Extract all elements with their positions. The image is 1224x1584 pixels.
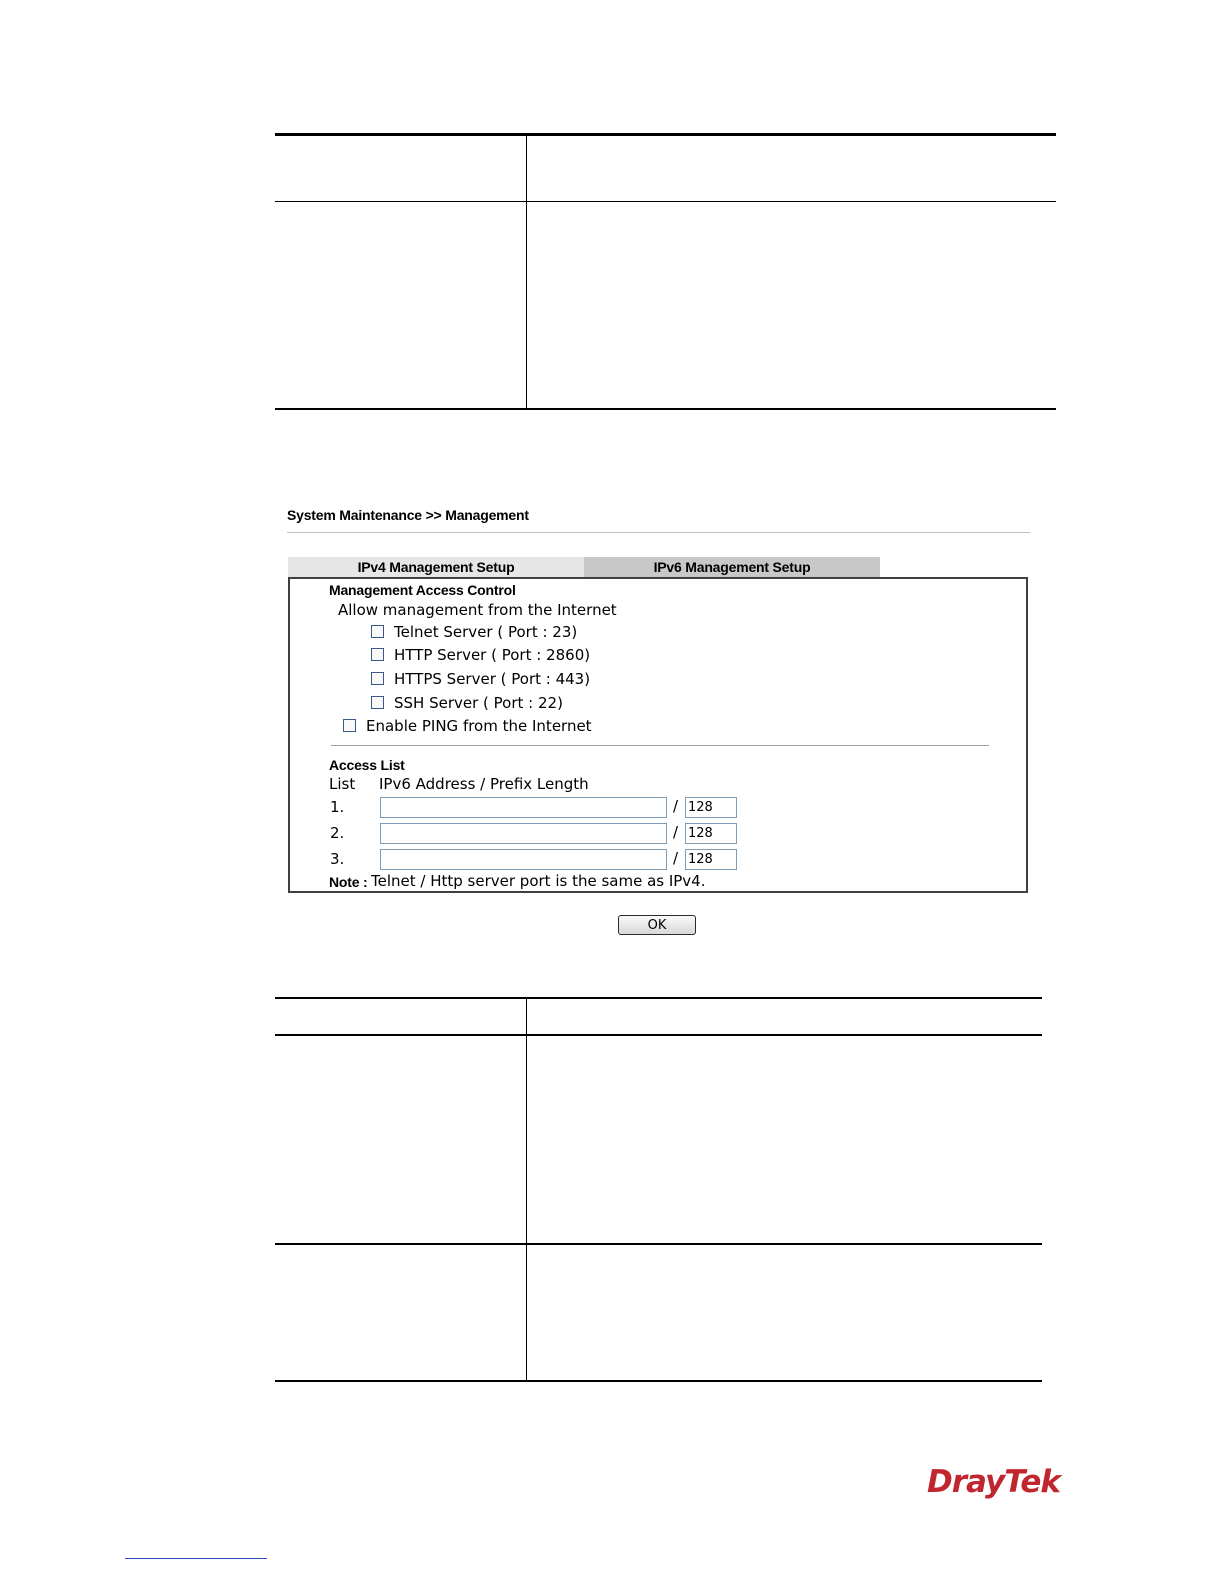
table2-bottom-rule (275, 1380, 1042, 1382)
http-server-checkbox[interactable] (371, 648, 384, 661)
ssh-server-checkbox[interactable] (371, 696, 384, 709)
draytek-logo: DrayTek (927, 1464, 1060, 1500)
prefix-length-input-3[interactable] (685, 849, 737, 870)
note-text: Telnet / Http server port is the same as IPv4. (371, 872, 706, 890)
enable-ping-checkbox[interactable] (343, 719, 356, 732)
table1-top-rule (275, 133, 1056, 136)
ipv6-address-input-1[interactable] (380, 797, 667, 818)
ipv6-address-column-header: IPv6 Address / Prefix Length (379, 775, 589, 793)
access-list-index-1: 1. (330, 798, 345, 816)
ipv6-address-input-3[interactable] (380, 849, 667, 870)
https-server-checkbox[interactable] (371, 672, 384, 685)
page-breadcrumb: System Maintenance >> Management (287, 507, 529, 523)
enable-ping-label: Enable PING from the Internet (366, 717, 592, 735)
allow-management-label: Allow management from the Internet (338, 601, 617, 619)
https-server-label: HTTPS Server ( Port : 443) (394, 670, 591, 688)
management-access-control-heading: Management Access Control (329, 582, 516, 598)
table2-column-divider (526, 999, 527, 1380)
access-list-index-3: 3. (330, 850, 345, 868)
prefix-length-input-1[interactable] (685, 797, 737, 818)
tab-ipv4-management-setup[interactable]: IPv4 Management Setup (288, 557, 584, 577)
access-list-heading: Access List (329, 757, 405, 773)
prefix-length-input-2[interactable] (685, 823, 737, 844)
section-separator (331, 745, 989, 746)
table2-header-divider (275, 1034, 1042, 1036)
footer-link-underline[interactable] (125, 1558, 267, 1559)
telnet-server-checkbox[interactable] (371, 625, 384, 638)
telnet-server-label: Telnet Server ( Port : 23) (394, 623, 578, 641)
table1-row-divider (275, 201, 1056, 202)
access-list-index-2: 2. (330, 824, 345, 842)
breadcrumb-underline (287, 532, 1030, 533)
ssh-server-label: SSH Server ( Port : 22) (394, 694, 563, 712)
ok-button[interactable]: OK (618, 915, 696, 935)
table1-bottom-rule (275, 408, 1056, 410)
table2-top-rule (275, 997, 1042, 999)
note-label: Note : (329, 874, 368, 890)
table2-row-divider (275, 1243, 1042, 1245)
tab-ipv6-management-setup[interactable]: IPv6 Management Setup (584, 557, 880, 577)
list-column-header: List (329, 775, 356, 793)
prefix-separator-1: / (673, 797, 679, 815)
http-server-label: HTTP Server ( Port : 2860) (394, 646, 591, 664)
prefix-separator-3: / (673, 849, 679, 867)
prefix-separator-2: / (673, 823, 679, 841)
table1-column-divider (526, 136, 527, 408)
ipv6-address-input-2[interactable] (380, 823, 667, 844)
